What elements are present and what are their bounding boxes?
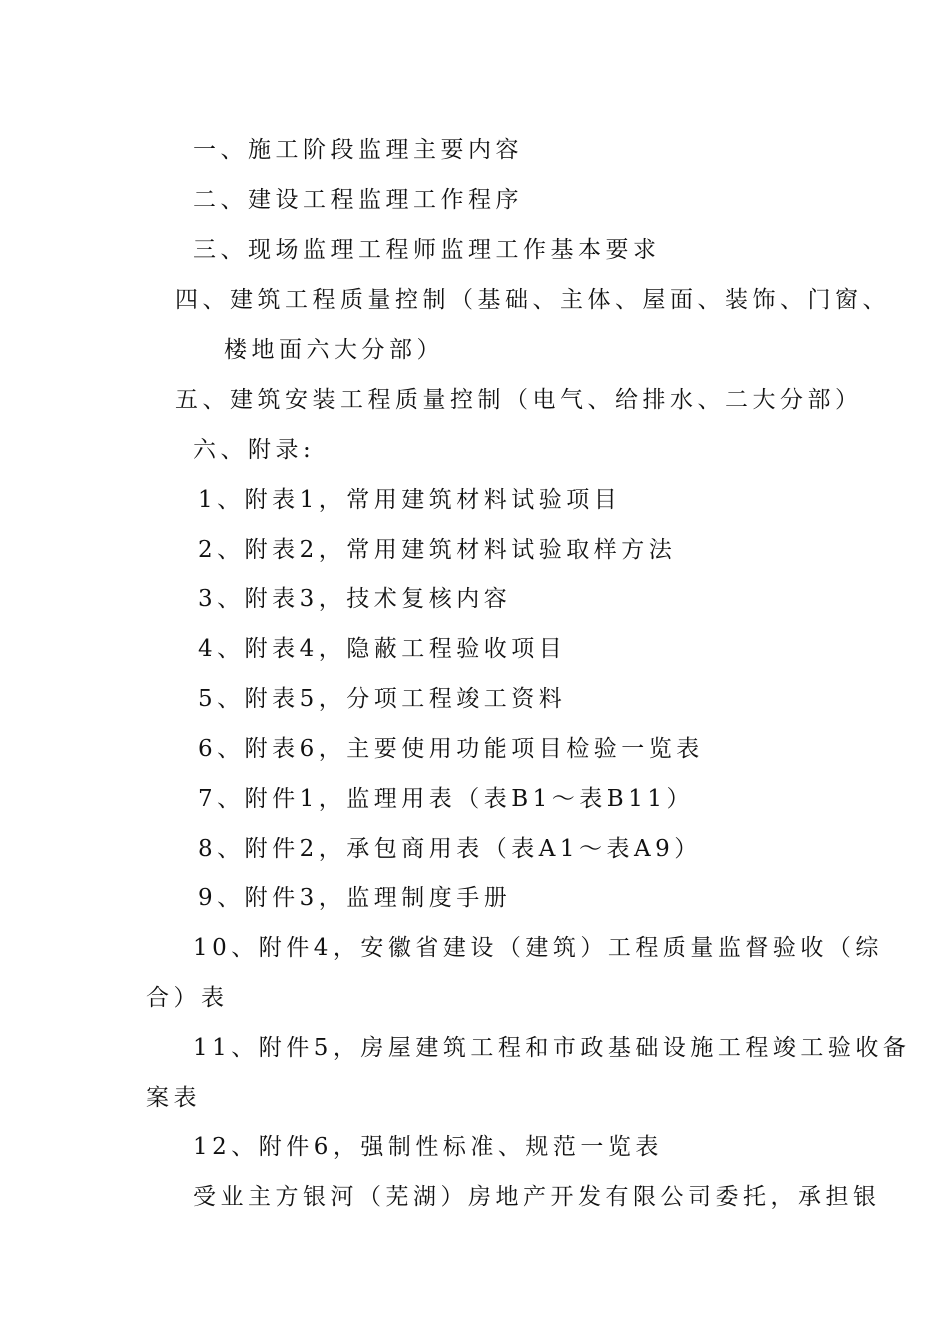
toc-item-2: 二、建设工程监理工作程序 [193, 187, 523, 213]
appendix-item-10: 10、附件4，安徽省建设（建筑）工程质量监督验收（综 [193, 935, 883, 961]
appendix-item-4: 4、附表4，隐蔽工程验收项目 [198, 636, 567, 662]
toc-item-4-continued: 楼地面六大分部） [224, 337, 444, 363]
appendix-item-3: 3、附表3，技术复核内容 [198, 586, 512, 612]
appendix-item-6: 6、附表6，主要使用功能项目检验一览表 [198, 736, 704, 762]
appendix-item-5: 5、附表5，分项工程竣工资料 [198, 686, 567, 712]
body-paragraph-start: 受业主方银河（芜湖）房地产开发有限公司委托，承担银 [193, 1184, 881, 1210]
appendix-item-12: 12、附件6，强制性标准、规范一览表 [193, 1134, 663, 1160]
appendix-item-10-continued: 合）表 [146, 985, 229, 1011]
toc-item-3: 三、现场监理工程师监理工作基本要求 [193, 237, 661, 263]
appendix-item-2: 2、附表2，常用建筑材料试验取样方法 [198, 537, 677, 563]
appendix-item-1: 1、附表1，常用建筑材料试验项目 [198, 487, 622, 513]
toc-item-5: 五、建筑安装工程质量控制（电气、给排水、二大分部） [175, 387, 863, 413]
appendix-item-9: 9、附件3，监理制度手册 [198, 885, 512, 911]
toc-item-1: 一、施工阶段监理主要内容 [193, 137, 523, 163]
appendix-item-11: 11、附件5，房屋建筑工程和市政基础设施工程竣工验收备 [193, 1035, 911, 1061]
toc-item-6: 六、附录: [193, 437, 316, 463]
appendix-item-11-continued: 案表 [146, 1085, 201, 1111]
toc-item-4: 四、建筑工程质量控制（基础、主体、屋面、装饰、门窗、 [175, 287, 890, 313]
appendix-item-7: 7、附件1，监理用表（表B1～表B11） [198, 786, 694, 812]
appendix-item-8: 8、附件2，承包商用表（表A1～表A9） [198, 836, 702, 862]
